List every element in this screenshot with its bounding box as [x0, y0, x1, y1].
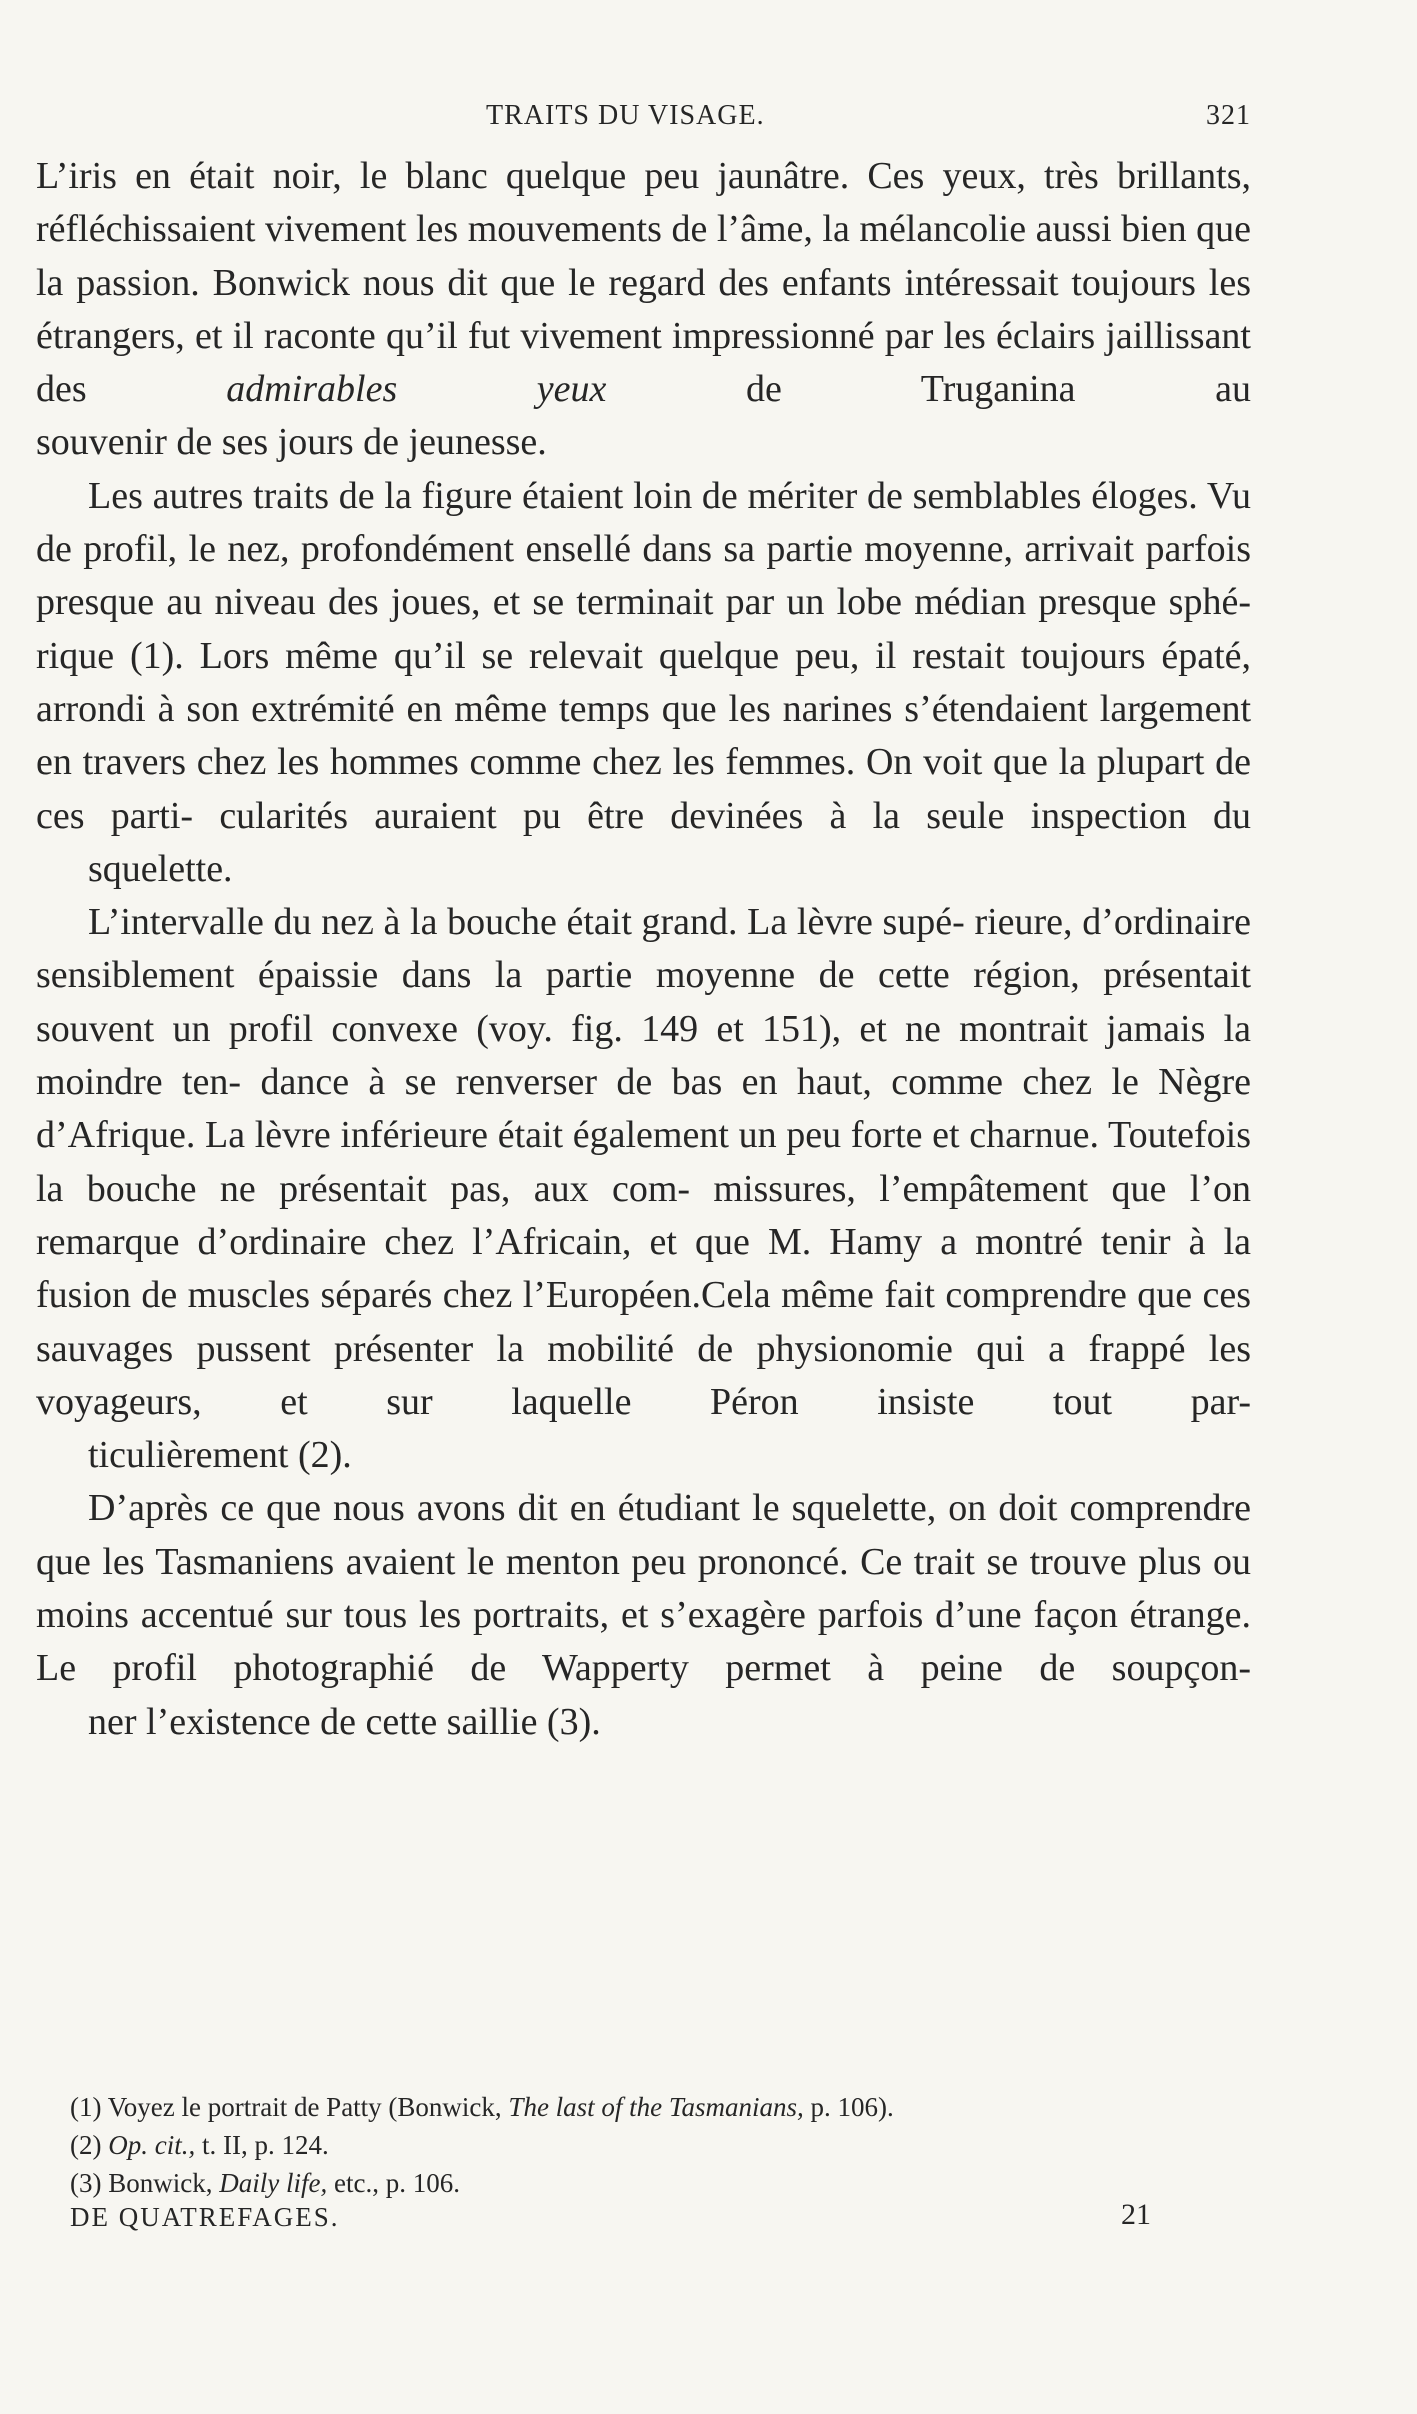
text-line: rique (1). Lors même qu’il se relevait quelque peu, il restait	[36, 634, 1006, 677]
text-line: rieure, d’ordinaire sensiblement épaissie dans la partie	[36, 901, 1252, 997]
text-line: les éclairs jaillissant des admirables yeux de Truganina au	[36, 314, 1251, 411]
paragraph	[36, 896, 1251, 1482]
text-line: squelette.	[88, 847, 233, 890]
text-line: Les autres traits de la figure étaient loin de mériter de	[88, 474, 903, 517]
text-line: profil photographié de Wapperty permet à peine de soupçon-	[112, 1647, 1251, 1690]
footnote-italic: Op. cit.,	[108, 2130, 196, 2160]
text-line: moyenne de cette région, présentait souvent un profil convexe	[36, 954, 1251, 1050]
footnote-mark: (3)	[70, 2168, 102, 2198]
footnote-mark: (1)	[70, 2092, 102, 2122]
footnote	[70, 2126, 1190, 2164]
page-number: 321	[1206, 100, 1251, 131]
text-line: d’Afrique. La lèvre inférieure était également un peu forte et	[36, 1114, 960, 1157]
text-line: missures, l’empâtement que l’on remarque d’ordinaire chez	[36, 1167, 1251, 1263]
body-text	[36, 150, 1251, 1749]
footnote-text: etc., p. 106.	[327, 2168, 460, 2198]
text-line: prononcé. Ce trait se trouve plus ou moins accentué sur tous	[36, 1540, 1252, 1637]
text-line: de l’âme, la mélancolie aussi bien que la passion. Bonwick	[36, 208, 1252, 304]
text-line: souvenir de ses jours de jeunesse.	[36, 421, 547, 464]
footnote-text: t. II, p. 124.	[195, 2130, 329, 2160]
text-line: (voy. fig. 149 et 151), et ne montrait jamais la moindre ten-	[36, 1007, 1252, 1104]
text-line: sauvages pussent présenter la mobilité de physionomie qui	[36, 1327, 1025, 1370]
text-line: étrangers, et il raconte qu’il fut vivement impressionné par	[36, 314, 934, 357]
text-line: D’après ce que nous avons dit en étudiant le squelette, on	[88, 1487, 987, 1530]
text-line: L’intervalle du nez à la bouche était grand. La lèvre supé-	[88, 901, 965, 944]
footnote-text: Voyez le portrait de Patty (Bonwick,	[107, 2092, 509, 2122]
text-line: des joues, et se terminait par un lobe médian presque sphé-	[327, 581, 1251, 624]
text-line: yeux, très brillants, réfléchissaient vivement les mouvements	[36, 155, 1252, 251]
text-line: dance à se renverser de bas en haut, comme chez le Nègre	[260, 1061, 1252, 1104]
footnotes	[70, 2088, 1190, 2202]
paragraph	[36, 150, 1251, 470]
paragraph	[36, 1482, 1251, 1748]
text-line: semblables éloges. Vu de profil, le nez, profondément ensellé	[36, 474, 1252, 571]
text-line: toujours épaté, arrondi à son extrémité en même temps que	[36, 634, 1252, 730]
author-signature: DE QUATREFAGES.	[70, 2202, 340, 2232]
text-line: a frappé les voyageurs, et sur laquelle Péron insiste tout par-	[36, 1327, 1252, 1423]
text-line: comme chez les femmes. On voit que la plupart de ces parti-	[36, 741, 1251, 837]
italic-phrase: admirables yeux	[226, 368, 607, 411]
page-header	[36, 96, 1251, 136]
text-line: L’iris en était noir, le blanc quelque peu jaunâtre. Ces	[36, 155, 925, 197]
footnote-text: p. 106).	[803, 2092, 894, 2122]
footnote-mark: (2)	[70, 2130, 102, 2160]
text-line: nous dit que le regard des enfants intéressait toujours les	[362, 261, 1252, 304]
footnote-italic: The last of the Tasmanians,	[508, 2092, 804, 2122]
text-line: séparés chez l’Européen.Cela même fait comprendre que ces	[320, 1274, 1251, 1317]
text-line: les portraits, et s’exagère parfois d’une façon étrange. Le	[36, 1594, 1251, 1690]
text-line: les narines s’étendaient largement en travers chez les hommes	[36, 687, 1252, 784]
text-line: ticulièrement (2).	[88, 1434, 352, 1477]
text-line: dans sa partie moyenne, arrivait parfois presque au niveau	[36, 528, 1252, 624]
text-line: doit comprendre que les Tasmaniens avaient le menton peu	[36, 1487, 1251, 1583]
text-line: charnue. Toutefois la bouche ne présentait pas, aux com-	[36, 1114, 1251, 1210]
text-line: l’Africain, et que M. Hamy a montré tenir à la fusion de muscles	[36, 1220, 1251, 1317]
text-line: ner l’existence de cette saillie (3).	[88, 1700, 601, 1743]
paragraph	[36, 470, 1251, 896]
running-title: TRAITS DU VISAGE.	[486, 100, 765, 131]
gathering-signature: 21	[1121, 2198, 1151, 2231]
footnote-text: Bonwick,	[108, 2168, 220, 2198]
footnote	[70, 2164, 1190, 2202]
footnote-italic: Daily life,	[219, 2168, 328, 2198]
text-line: cularités auraient pu être devinées à la seule inspection du	[219, 794, 1252, 837]
footnote	[70, 2088, 1190, 2126]
